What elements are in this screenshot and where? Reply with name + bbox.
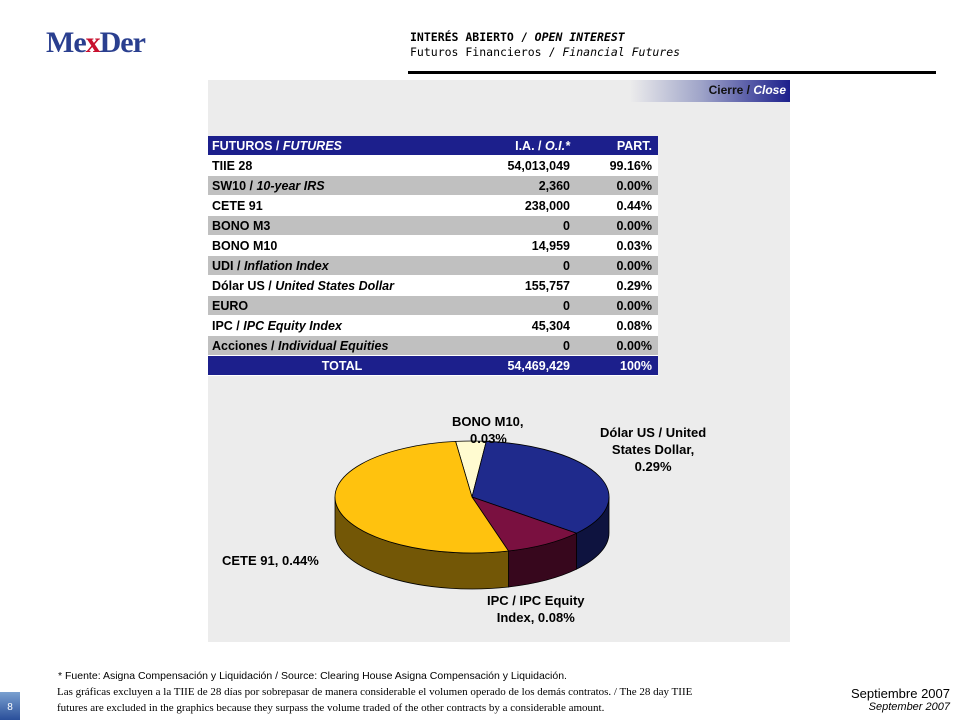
header-oi: I.A. / O.I.* bbox=[476, 136, 582, 156]
table-row bbox=[208, 196, 658, 216]
row-part: 0.08% bbox=[582, 316, 658, 336]
table-row bbox=[208, 216, 658, 236]
row-name: BONO M10 bbox=[208, 236, 476, 256]
exclusion-note: Las gráficas excluyen a la TIIE de 28 días por sobrepasar de manera considerable el volumen operado de los demás contratos. / The 28 day TIIE futures are excluded in the graphics because they surpass the volume traded of the other contracts by a considerable amount. bbox=[57, 686, 693, 714]
row-oi: 155,757 bbox=[476, 276, 582, 296]
row-part: 0.44% bbox=[582, 196, 658, 216]
table-row bbox=[208, 156, 658, 176]
row-name: SW10 / 10-year IRS bbox=[208, 176, 476, 196]
row-name: CETE 91 bbox=[208, 196, 476, 216]
total-part: 100% bbox=[582, 356, 658, 376]
table-row bbox=[208, 256, 658, 276]
pie-label-ipc: IPC / IPC Equity Index, 0.08% bbox=[487, 593, 585, 625]
table-header-row bbox=[208, 136, 658, 156]
header-title: INTERÉS ABIERTO / OPEN INTEREST bbox=[410, 30, 625, 44]
row-part: 0.03% bbox=[582, 236, 658, 256]
row-name: BONO M3 bbox=[208, 216, 476, 236]
row-oi: 0 bbox=[476, 256, 582, 276]
row-oi: 0 bbox=[476, 216, 582, 236]
row-name: UDI / Inflation Index bbox=[208, 256, 476, 276]
header-divider bbox=[408, 71, 936, 74]
pie-label-dolar-us: Dólar US / United States Dollar, 0.29% bbox=[600, 425, 707, 474]
row-oi: 2,360 bbox=[476, 176, 582, 196]
row-name: TIIE 28 bbox=[208, 156, 476, 176]
row-name: IPC / IPC Equity Index bbox=[208, 316, 476, 336]
close-tag: Cierre / Close bbox=[630, 80, 790, 102]
row-oi: 45,304 bbox=[476, 316, 582, 336]
row-part: 99.16% bbox=[582, 156, 658, 176]
page-header bbox=[410, 30, 680, 60]
row-name: Acciones / Individual Equities bbox=[208, 336, 476, 356]
date-en: September 2007 bbox=[868, 701, 950, 713]
header-part: PART. bbox=[582, 136, 658, 156]
page-number: 8 bbox=[0, 692, 20, 720]
table-row bbox=[208, 236, 658, 256]
pie-label-cete-91: CETE 91, 0.44% bbox=[222, 553, 319, 568]
row-part: 0.00% bbox=[582, 336, 658, 356]
header-futures: FUTUROS / FUTURES bbox=[208, 136, 476, 156]
row-part: 0.00% bbox=[582, 216, 658, 236]
row-part: 0.00% bbox=[582, 176, 658, 196]
row-oi: 54,013,049 bbox=[476, 156, 582, 176]
row-oi: 238,000 bbox=[476, 196, 582, 216]
source-note: * Fuente: Asigna Compensación y Liquidación / Source: Clearing House Asigna Compensación y Liquidación. bbox=[58, 670, 567, 682]
mexder-logo: MexDer bbox=[46, 26, 145, 59]
row-part: 0.00% bbox=[582, 296, 658, 316]
row-name: EURO bbox=[208, 296, 476, 316]
total-label: TOTAL bbox=[208, 356, 476, 376]
table-row bbox=[208, 336, 658, 356]
date-es: Septiembre 2007 bbox=[850, 686, 950, 701]
row-part: 0.00% bbox=[582, 256, 658, 276]
open-interest-table bbox=[208, 136, 658, 376]
row-oi: 14,959 bbox=[476, 236, 582, 256]
pie-label-bono-m10: BONO M10, 0.03% bbox=[452, 414, 524, 446]
row-oi: 0 bbox=[476, 336, 582, 356]
table-row bbox=[208, 176, 658, 196]
table-row bbox=[208, 316, 658, 336]
header-subtitle: Futuros Financieros / Financial Futures bbox=[410, 45, 681, 59]
table-total-row bbox=[208, 356, 658, 376]
row-name: Dólar US / United States Dollar bbox=[208, 276, 476, 296]
table-row bbox=[208, 296, 658, 316]
row-oi: 0 bbox=[476, 296, 582, 316]
row-part: 0.29% bbox=[582, 276, 658, 296]
table-row bbox=[208, 276, 658, 296]
total-oi: 54,469,429 bbox=[476, 356, 582, 376]
date-block bbox=[851, 686, 950, 713]
